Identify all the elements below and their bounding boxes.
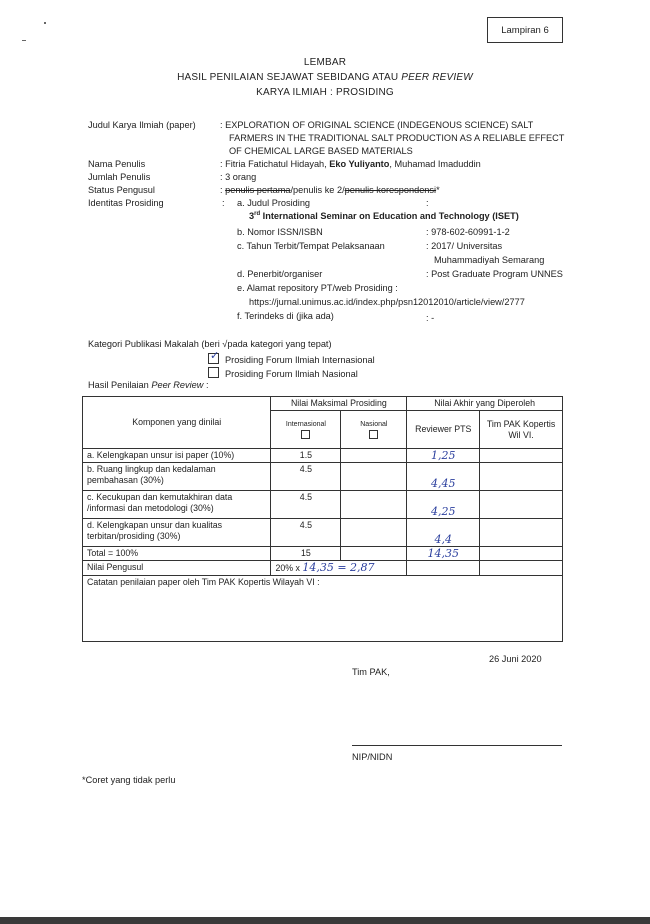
box-nasional [369,430,378,439]
tahun-value-1: : 2017/ Universitas [426,241,503,251]
maks-cell: 4.5 [271,463,341,491]
checkbox-internasional [208,350,220,364]
scan-speck [44,22,46,24]
header-lembar: LEMBAR [303,57,347,68]
reviewer-score: 4,4 [407,519,480,547]
checkbox-nasional [208,367,219,378]
status-label: Status Pengusul [88,185,155,195]
hasil-label: Hasil Penilaian Peer Review : [88,380,209,390]
reviewer-score: 1,25 [407,449,480,463]
pengusul-row [83,561,563,576]
table-row [83,491,563,519]
nasional-cell [341,491,407,519]
header-nasional: Nasional [341,411,407,449]
kategori-label: Kategori Publikasi Makalah (beri √pada kategori yang tepat) [88,339,332,349]
komponen-cell: b. Ruang lingkup dan kedalaman pembahasan (30%) [83,463,271,491]
total-label: Total = 100% [83,547,271,561]
status-value: : penulis pertama/penulis ke 2/penulis korespondensi* [220,185,440,195]
check-mark-icon: ✓ [210,350,220,362]
reviewer-cell [407,561,480,576]
table-row [83,519,563,547]
judul-value-1: : EXPLORATION OF ORIGINAL SCIENCE (INDEGENOUS SCIENCE) SALT [220,120,534,130]
kategori-option-internasional: ✓ Prosiding Forum Ilmiah Internasional [210,350,375,365]
komponen-cell: d. Kelengkapan unsur dan kualitas terbitan/prosiding (30%) [83,519,271,547]
komponen-cell: c. Kecukupan dan kemutakhiran data /informasi dan metodologi (30%) [83,491,271,519]
table-row [83,463,563,491]
nip-nidn: NIP/NIDN [352,752,393,762]
header-internasional: Internasional [271,411,341,449]
penerbit-label: d. Penerbit/organiser [237,269,323,279]
tahun-value-2: Muhammadiyah Semarang [434,255,545,265]
header-karya: KARYA ILMIAH : PROSIDING [256,87,394,98]
nasional-cell [341,463,407,491]
total-reviewer: 14,35 [407,547,480,561]
judul-prosiding-value: 3rd International Seminar on Education and Technology (ISET) [249,211,519,222]
nasional-cell [341,547,407,561]
issn-label: b. Nomor ISSN/ISBN [237,227,323,237]
pengusul-value: 20% x 14,35 = 2,87 [271,561,407,576]
terindeks-label: f. Terindeks di (jika ada) [237,311,334,321]
header-reviewer: Reviewer PTS [407,411,480,449]
jumlah-value: : 3 orang [220,172,257,182]
penilaian-table [82,396,563,642]
header-komponen: Komponen yang dinilai [83,397,271,449]
nasional-cell [341,449,407,463]
total-row [83,547,563,561]
judul-label: Judul Karya Ilmiah (paper) [88,120,196,130]
table-row [83,449,563,463]
footnote: *Coret yang tidak perlu [82,775,176,785]
identitas-label: Identitas Prosiding [88,198,164,208]
pengusul-label: Nilai Pengusul [83,561,271,576]
timpak-cell [480,491,563,519]
date: 26 Juni 2020 [489,654,542,664]
judul-value-3: OF CHEMICAL LARGE BASED MATERIALS [229,146,413,156]
judul-prosiding-colon: : [426,198,429,208]
judul-prosiding-label: a. Judul Prosiding [237,198,311,208]
timpak-cell [480,561,563,576]
reviewer-score: 4,25 [407,491,480,519]
issn-value: : 978-602-60991-1-2 [426,227,510,237]
timpak-cell [480,463,563,491]
header-hasil: HASIL PENILAIAN SEJAWAT SEBIDANG ATAU PEER REVIEW [177,72,473,83]
scan-speck [22,40,26,41]
repository-url: https://jurnal.unimus.ac.id/index.php/psn12012010/article/view/2777 [249,297,525,307]
timpak-cell [480,547,563,561]
lampiran-box: Lampiran 6 [487,17,563,43]
header-timpak: Tim PAK Kopertis Wil VI. [480,411,563,449]
timpak-cell [480,449,563,463]
jumlah-label: Jumlah Penulis [88,172,151,182]
timpak-cell [480,519,563,547]
catatan-cell: Catatan penilaian paper oleh Tim PAK Kopertis Wilayah VI : [83,576,563,642]
judul-value-2: FARMERS IN THE TRADITIONAL SALT PRODUCTION AS A RELIABLE EFFECT [229,133,565,143]
komponen-cell: a. Kelengkapan unsur isi paper (10%) [83,449,271,463]
reviewer-score: 4,45 [407,463,480,491]
maks-cell: 4.5 [271,519,341,547]
terindeks-value: : - [426,313,435,323]
kategori-option-nasional: Prosiding Forum Ilmiah Nasional [208,367,358,379]
repository-label: e. Alamat repository PT/web Prosiding : [237,283,398,293]
tim-pak: Tim PAK, [352,667,390,677]
signature-line [352,745,562,746]
box-internasional [301,430,310,439]
header-nilai-akhir: Nilai Akhir yang Diperoleh [407,397,563,411]
nama-label: Nama Penulis [88,159,146,169]
maks-cell: 4.5 [271,491,341,519]
maks-cell: 1.5 [271,449,341,463]
header-nilai-maksimal: Nilai Maksimal Prosiding [271,397,407,411]
penerbit-value: : Post Graduate Program UNNES [426,269,563,279]
scan-edge [0,917,650,924]
tahun-label: c. Tahun Terbit/Tempat Pelaksanaan [237,241,385,251]
total-maks: 15 [271,547,341,561]
catatan-row [83,576,563,642]
nasional-cell [341,519,407,547]
identitas-colon: : [222,198,225,208]
nama-value: : Fitria Fatichatul Hidayah, Eko Yuliyanto, Muhamad Imaduddin [220,159,481,169]
